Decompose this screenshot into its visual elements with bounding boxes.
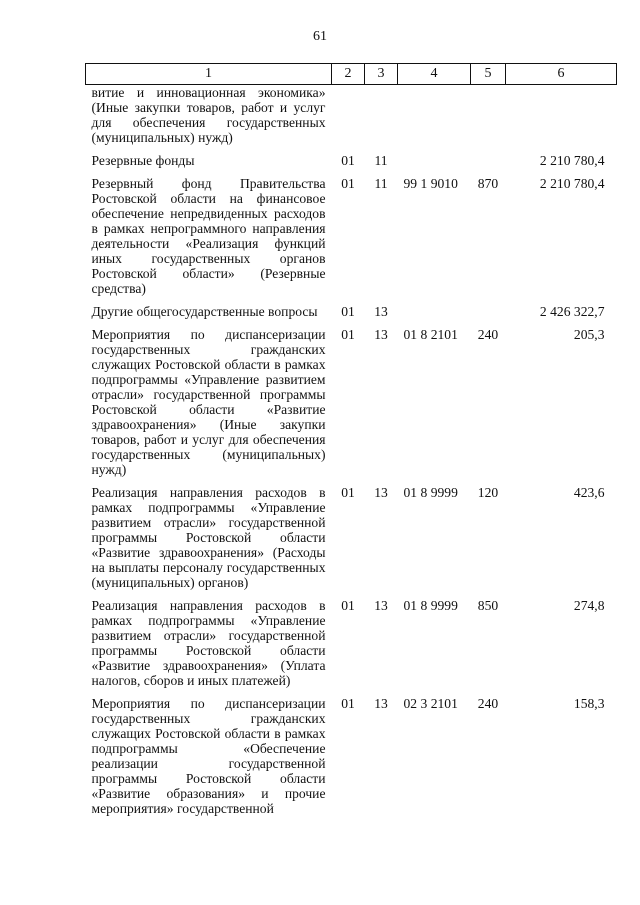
row-amount: 158,3 — [573, 696, 605, 711]
row-section: 01 — [341, 485, 355, 500]
row-name: Резервные фонды — [91, 153, 195, 168]
row-expense-type: 870 — [477, 176, 499, 191]
row-section: 01 — [341, 696, 355, 711]
row-name: Резервный фонд Правительства Ростовской области на финансовое обеспечение непредвиденных расходов в рамках непрограммного направления деятельности «Реализация функций иных государственных органов Ростовской области» (Резервные средства) — [91, 176, 326, 296]
row-target-article: 99 1 9010 — [403, 176, 458, 191]
row-name: Реализация направления расходов в рамках подпрограммы «Управление развитием отрасли» государственной программы Ростовской области «Развитие здравоохранения» (Уплата налогов, сборов и иных платежей) — [91, 598, 326, 688]
table-row — [86, 596, 617, 694]
column-header: 3 — [365, 64, 398, 85]
column-header: 5 — [471, 64, 506, 85]
row-target-article — [398, 302, 471, 325]
page-number: 61 — [313, 29, 327, 44]
row-expense-type: 120 — [477, 485, 499, 500]
row-section: 01 — [341, 327, 355, 342]
column-header: 4 — [398, 64, 471, 85]
table-row — [86, 151, 617, 174]
row-subsection: 13 — [374, 696, 388, 711]
row-amount: 2 210 780,4 — [539, 153, 605, 168]
row-subsection: 11 — [374, 176, 388, 191]
row-section: 01 — [341, 153, 355, 168]
table-row — [86, 85, 617, 152]
row-subsection: 13 — [374, 327, 388, 342]
table-header-row — [86, 64, 617, 85]
row-expense-type — [471, 85, 506, 152]
row-target-article: 02 3 2101 — [403, 696, 458, 711]
row-section: 01 — [341, 598, 355, 613]
row-name: Мероприятия по диспансеризации государственных гражданских служащих Ростовской области в рамках подпрограммы «Управление развитием отрасли» государственной программы Ростовской области «Развитие здравоохранения» (Иные закупки товаров, работ и услуг для обеспечения государственных (муниципальных) нужд) — [91, 327, 326, 477]
table-row — [86, 325, 617, 483]
table-row — [86, 483, 617, 596]
row-expense-type — [471, 151, 506, 174]
row-subsection: 11 — [374, 153, 388, 168]
row-expense-type: 240 — [477, 327, 499, 342]
row-amount: 274,8 — [573, 598, 605, 613]
row-subsection — [365, 85, 398, 152]
column-header: 6 — [506, 64, 617, 85]
row-subsection: 13 — [374, 304, 388, 319]
row-amount — [506, 85, 617, 152]
column-header: 2 — [332, 64, 365, 85]
row-subsection: 13 — [374, 485, 388, 500]
row-target-article: 01 8 9999 — [403, 485, 458, 500]
row-target-article — [398, 151, 471, 174]
row-target-article — [398, 85, 471, 152]
row-section — [332, 85, 365, 152]
row-name: Мероприятия по диспансеризации государственных гражданских служащих Ростовской области в рамках подпрограммы «Обеспечение реализации государственной программы Ростовской области «Развитие образования» и прочие мероприятия» государственной — [91, 696, 326, 816]
row-subsection: 13 — [374, 598, 388, 613]
table-row — [86, 302, 617, 325]
row-target-article: 01 8 9999 — [403, 598, 458, 613]
table-row — [86, 174, 617, 302]
row-name: Другие общегосударственные вопросы — [91, 304, 318, 319]
row-amount: 205,3 — [573, 327, 605, 342]
row-expense-type — [471, 302, 506, 325]
row-amount: 2 426 322,7 — [539, 304, 605, 319]
row-section: 01 — [341, 304, 355, 319]
row-amount: 2 210 780,4 — [539, 176, 605, 191]
row-name: витие и инновационная экономика» (Иные закупки товаров, работ и услуг для обеспечения государственных (муниципальных) нужд) — [91, 85, 326, 145]
row-expense-type: 240 — [477, 696, 499, 711]
column-header: 1 — [86, 64, 332, 85]
row-expense-type: 850 — [477, 598, 499, 613]
budget-table — [85, 63, 617, 822]
row-section: 01 — [341, 176, 355, 191]
row-target-article: 01 8 2101 — [403, 327, 458, 342]
row-amount: 423,6 — [573, 485, 605, 500]
table-row — [86, 694, 617, 822]
row-name: Реализация направления расходов в рамках подпрограммы «Управление развитием отрасли» государственной программы Ростовской области «Развитие здравоохранения» (Расходы на выплаты персоналу государственных (муниципальных) органов) — [91, 485, 326, 590]
